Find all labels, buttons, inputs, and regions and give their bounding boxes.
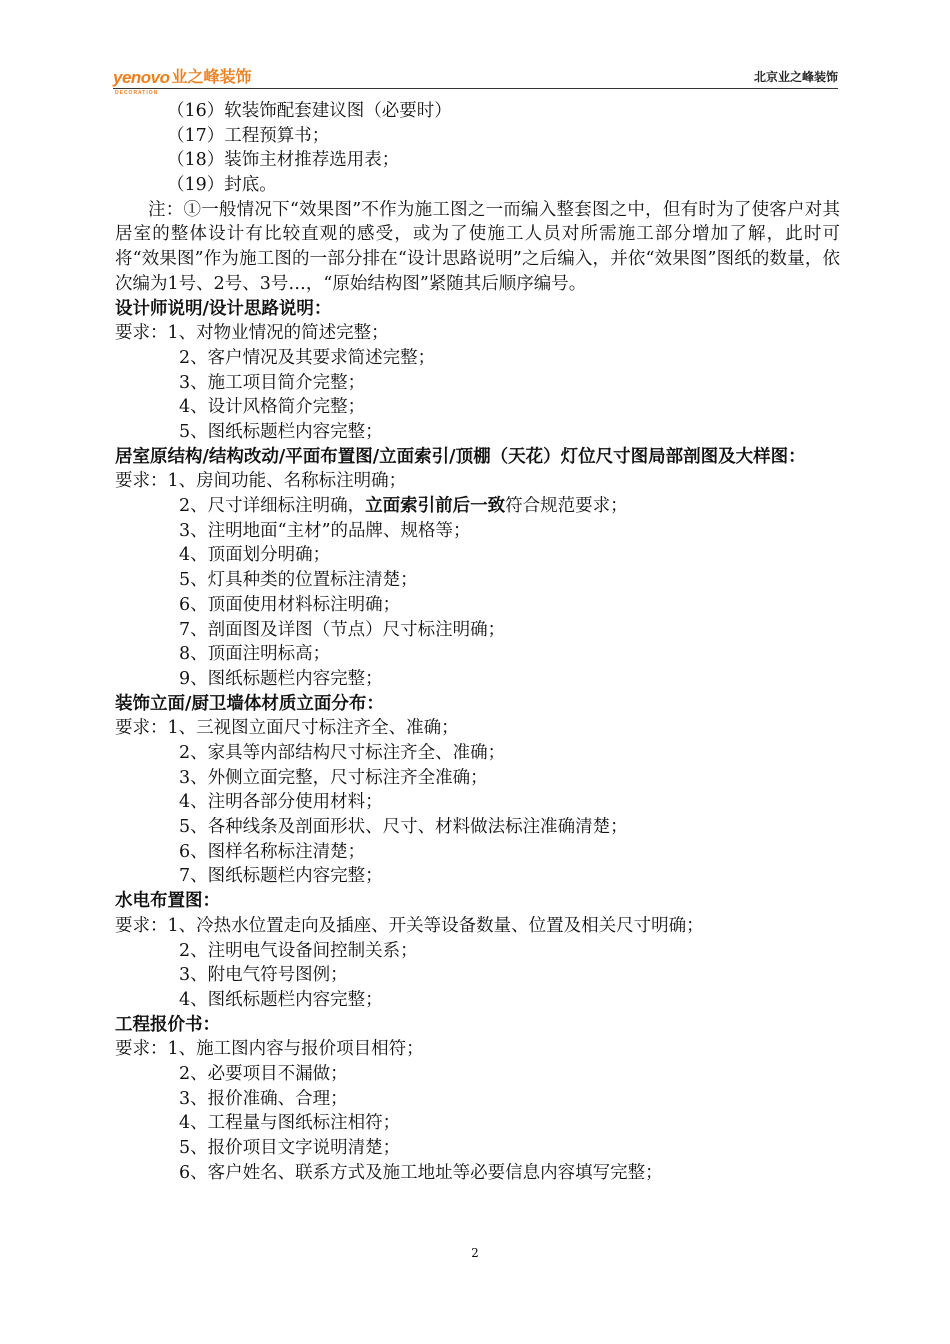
list-item: 8、顶面注明标高； [179, 644, 331, 665]
list-item: 5、报价项目文字说明清楚； [179, 1138, 401, 1159]
list-item: 3、注明地面“主材”的品牌、规格等； [179, 520, 471, 541]
note-paragraph: 注：①一般情况下“效果图”不作为施工图之一而编入整套图之中，但有时为了使客户对其居室的整体设计有比较直观的感受，或为了使施工人员对所需施工部分增加了解，此时可将“效果图”作为施工图的一部分排在“设计思路说明”之后编入，并依“效果图”图纸的数量，依次编为1号、2号、3号…，“原始结构图”紧随其后顺序编号。 [115, 199, 840, 294]
page-number: 2 [471, 1246, 479, 1260]
document-body [115, 99, 840, 1185]
requirement-line: 要求：1、对物业情况的简述完整； [115, 323, 389, 344]
list-item: （17）工程预算书； [167, 125, 330, 146]
list-item: 2、必要项目不漏做； [179, 1063, 348, 1084]
list-item: 3、附电气符号图例； [179, 965, 348, 986]
list-item: 4、注明各部分使用材料； [179, 792, 383, 813]
requirement-line: 要求：1、施工图内容与报价项目相符； [115, 1039, 424, 1060]
logo-chinese-text: 业之峰装饰 [171, 67, 252, 86]
list-item: 6、图样名称标注清楚； [179, 841, 366, 862]
section-heading: 设计师说明/设计思路说明： [115, 298, 332, 319]
page-header [113, 62, 838, 96]
section-heading: 水电布置图： [115, 891, 220, 912]
list-item: 6、顶面使用材料标注明确； [179, 594, 401, 615]
list-item: （18）装饰主材推荐选用表； [167, 150, 400, 171]
requirement-line: 要求：1、房间功能、名称标注明确； [115, 471, 407, 492]
list-item: 5、灯具种类的位置标注清楚； [179, 570, 418, 591]
list-item: 4、设计风格简介完整； [179, 397, 366, 418]
list-item: 3、施工项目简介完整； [179, 372, 366, 393]
company-logo [113, 64, 252, 96]
list-item: 7、剖面图及详图（节点）尺寸标注明确； [179, 619, 506, 640]
list-item: 7、图纸标题栏内容完整； [179, 866, 383, 887]
list-item: 4、工程量与图纸标注相符； [179, 1113, 401, 1134]
list-item: 5、图纸标题栏内容完整； [179, 422, 383, 443]
list-item: 4、顶面划分明确； [179, 545, 331, 566]
section-heading: 居室原结构/结构改动/平面布置图/立面索引/顶棚（天花）灯位尺寸图局部剖图及大样图： [115, 446, 806, 467]
section-heading: 装饰立面/厨卫墙体材质立面分布： [115, 693, 384, 714]
list-item: 2、尺寸详细标注明确，立面索引前后一致符合规范要求； [179, 496, 628, 517]
section-heading: 工程报价书： [115, 1014, 220, 1035]
list-item: 3、报价准确、合理； [179, 1088, 348, 1109]
list-item: 2、客户情况及其要求简述完整； [179, 347, 436, 368]
requirement-line: 要求：1、三视图立面尺寸标注齐全、准确； [115, 718, 459, 739]
list-item: 6、客户姓名、联系方式及施工地址等必要信息内容填写完整； [179, 1162, 663, 1183]
list-item: 2、注明电气设备间控制关系； [179, 940, 418, 961]
list-item: 3、外侧立面完整，尺寸标注齐全准确； [179, 767, 488, 788]
list-item: （19）封底。 [167, 175, 277, 196]
bold-emphasis: 立面索引前后一致 [365, 496, 506, 517]
list-item: （16）软装饰配套建议图（必要时） [167, 101, 452, 121]
header-company-name: 北京业之峰装饰 [753, 70, 838, 84]
requirement-line: 要求：1、冷热水位置走向及插座、开关等设备数量、位置及相关尺寸明确； [115, 915, 704, 936]
list-item: 9、图纸标题栏内容完整； [179, 668, 383, 689]
list-item: 2、家具等内部结构尺寸标注齐全、准确； [179, 742, 506, 763]
list-item: 5、各种线条及剖面形状、尺寸、材料做法标注准确清楚； [179, 817, 628, 838]
logo-english-text: yenovo DECORATION [113, 68, 170, 96]
list-item: 4、图纸标题栏内容完整； [179, 989, 383, 1010]
